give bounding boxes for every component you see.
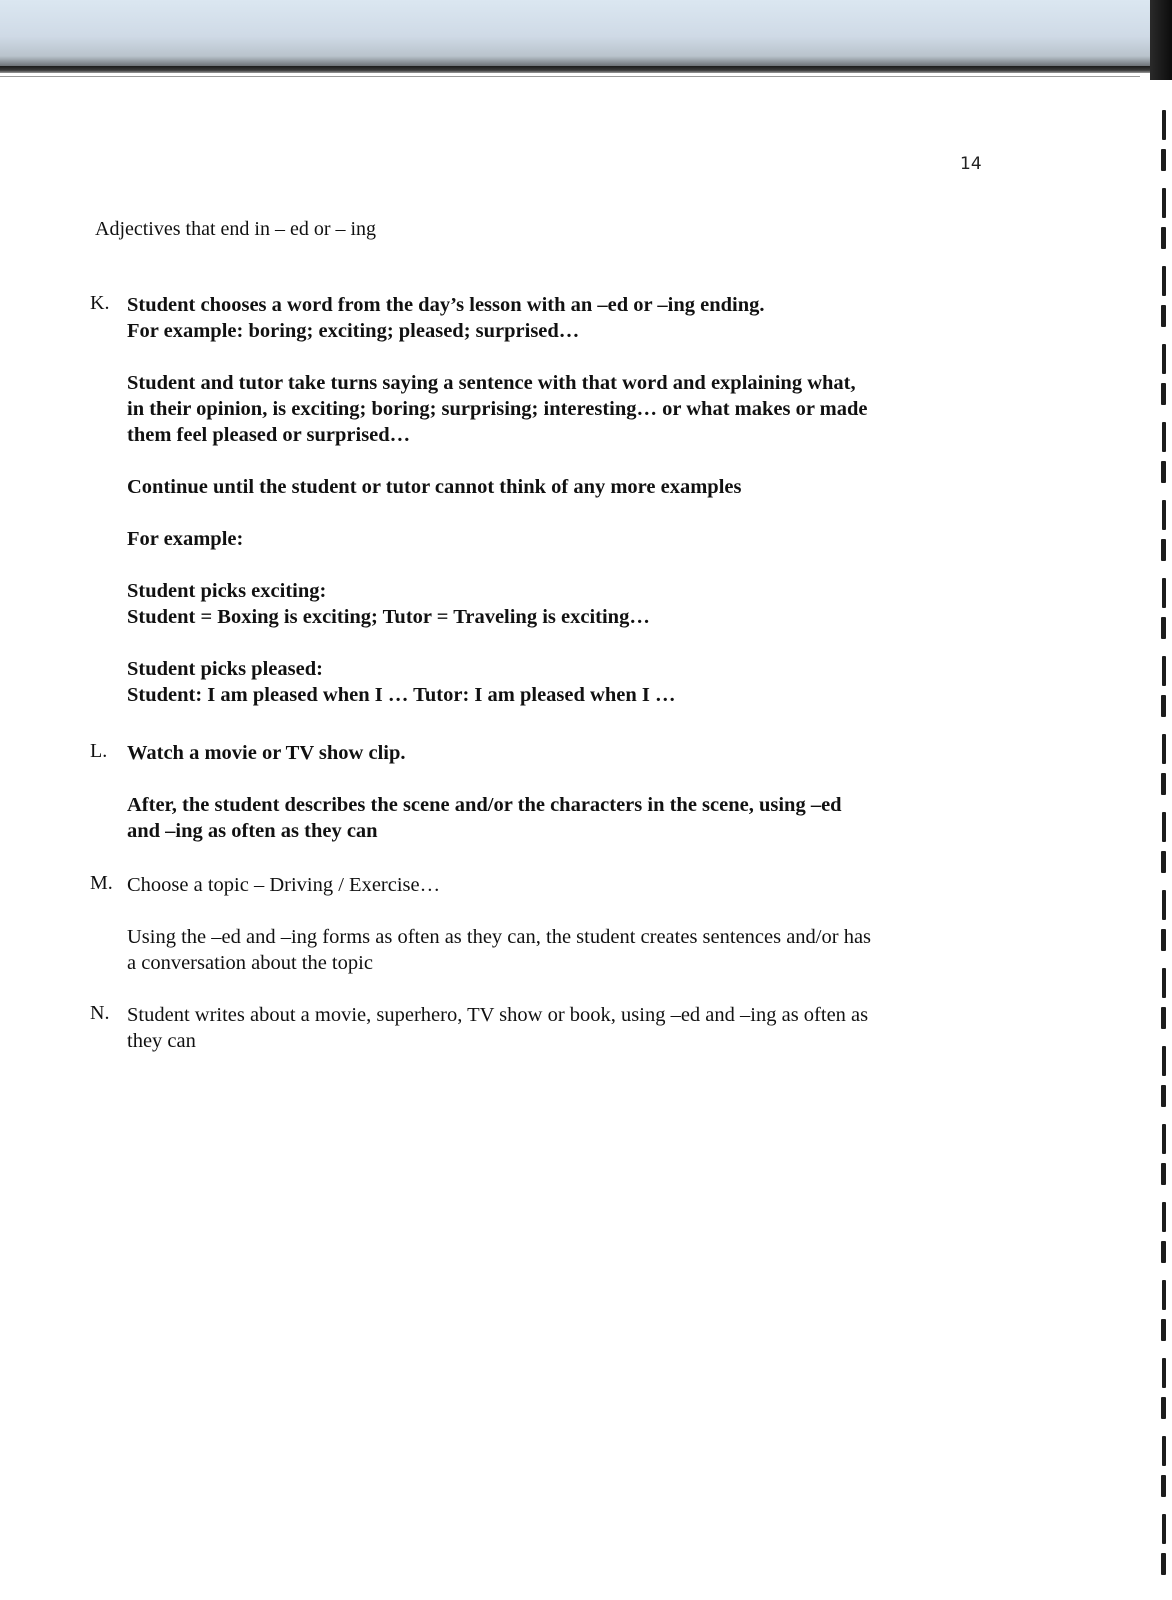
binding-mark <box>1161 227 1166 249</box>
list-item-body <box>127 292 990 708</box>
text-line: Student writes about a movie, superhero, TV show or book, using –ed and –ing as often as <box>127 1004 869 1026</box>
paragraph <box>127 292 990 344</box>
scan-page-edge-line <box>0 76 1140 77</box>
text-line: For example: <box>127 528 244 550</box>
binding-mark <box>1162 1124 1166 1154</box>
list-item-body <box>127 740 990 844</box>
text-line: them feel pleased or surprised… <box>127 424 411 446</box>
page-number: 14 <box>960 154 982 174</box>
list-marker: M. <box>90 872 113 894</box>
binding-mark <box>1162 500 1166 530</box>
text-line: Student: I am pleased when I … Tutor: I am pleased when I … <box>127 684 676 706</box>
binding-mark <box>1161 617 1166 639</box>
list-item-body <box>127 1002 990 1054</box>
binding-mark <box>1162 656 1166 686</box>
list-marker: L. <box>90 740 108 762</box>
text-line: Student and tutor take turns saying a sentence with that word and explaining what, <box>127 372 856 394</box>
text-line: Student = Boxing is exciting; Tutor = Traveling is exciting… <box>127 606 650 628</box>
scan-page-edge <box>0 66 1150 73</box>
list-item-k <box>90 292 990 734</box>
text-line: in their opinion, is exciting; boring; surprising; interesting… or what makes or made <box>127 398 868 420</box>
list-item-l <box>90 740 990 870</box>
list-marker: K. <box>90 292 110 314</box>
text-line: After, the student describes the scene and/or the characters in the scene, using –ed <box>127 794 842 816</box>
text-line: Student chooses a word from the day’s lesson with an –ed or –ing ending. <box>127 294 765 316</box>
binding-mark <box>1161 1007 1166 1029</box>
binding-mark <box>1162 578 1166 608</box>
binding-mark <box>1162 1514 1166 1544</box>
binding-mark <box>1161 305 1166 327</box>
paragraph <box>127 526 990 552</box>
text-line: Watch a movie or TV show clip. <box>127 742 406 764</box>
text-line: Student picks exciting: <box>127 580 327 602</box>
paragraph <box>127 924 990 976</box>
binding-mark <box>1161 773 1166 795</box>
scan-top-corner-shadow <box>1150 0 1172 80</box>
text-line: Choose a topic – Driving / Exercise… <box>127 874 441 896</box>
binding-mark <box>1162 890 1166 920</box>
binding-mark <box>1162 1358 1166 1388</box>
text-line: Continue until the student or tutor cannot think of any more examples <box>127 476 742 498</box>
text-line: and –ing as often as they can <box>127 820 378 842</box>
paragraph <box>127 1002 990 1054</box>
binding-mark <box>1162 422 1166 452</box>
paragraph <box>127 370 990 448</box>
text-line: a conversation about the topic <box>127 952 373 974</box>
paragraph <box>127 792 990 844</box>
binding-mark <box>1162 968 1166 998</box>
paragraph <box>127 740 990 766</box>
binding-mark <box>1162 1046 1166 1076</box>
binding-mark <box>1162 266 1166 296</box>
list-marker: N. <box>90 1002 110 1024</box>
binding-mark <box>1161 1085 1166 1107</box>
text-line: For example: boring; exciting; pleased; surprised… <box>127 320 580 342</box>
binding-mark <box>1161 1163 1166 1185</box>
paragraph <box>127 578 990 630</box>
list-item-body <box>127 872 990 976</box>
binding-mark <box>1162 812 1166 842</box>
text-line: Using the –ed and –ing forms as often as they can, the student creates sentences and/or has <box>127 926 872 948</box>
text-line: Student picks pleased: <box>127 658 323 680</box>
list-item-m <box>90 872 990 1002</box>
list-item-n <box>90 1002 990 1080</box>
binding-mark <box>1161 695 1166 717</box>
binding-mark <box>1162 1202 1166 1232</box>
binding-mark <box>1161 383 1166 405</box>
page-heading: Adjectives that end in – ed or – ing <box>95 218 377 240</box>
binding-mark <box>1161 1319 1166 1341</box>
binding-mark <box>1162 344 1166 374</box>
spiral-binding <box>1156 110 1166 1590</box>
paragraph <box>127 656 990 708</box>
paragraph <box>127 872 990 898</box>
binding-mark <box>1162 1280 1166 1310</box>
text-line: they can <box>127 1030 196 1052</box>
binding-mark <box>1161 929 1166 951</box>
binding-mark <box>1161 461 1166 483</box>
paragraph <box>127 474 990 500</box>
binding-mark <box>1161 1475 1166 1497</box>
binding-mark <box>1161 851 1166 873</box>
binding-mark <box>1161 539 1166 561</box>
binding-mark <box>1161 1397 1166 1419</box>
binding-mark <box>1161 149 1166 171</box>
binding-mark <box>1161 1241 1166 1263</box>
binding-mark <box>1162 110 1166 140</box>
scan-top-band <box>0 0 1172 66</box>
binding-mark <box>1162 188 1166 218</box>
binding-mark <box>1162 734 1166 764</box>
binding-mark <box>1161 1553 1166 1575</box>
binding-mark <box>1162 1436 1166 1466</box>
